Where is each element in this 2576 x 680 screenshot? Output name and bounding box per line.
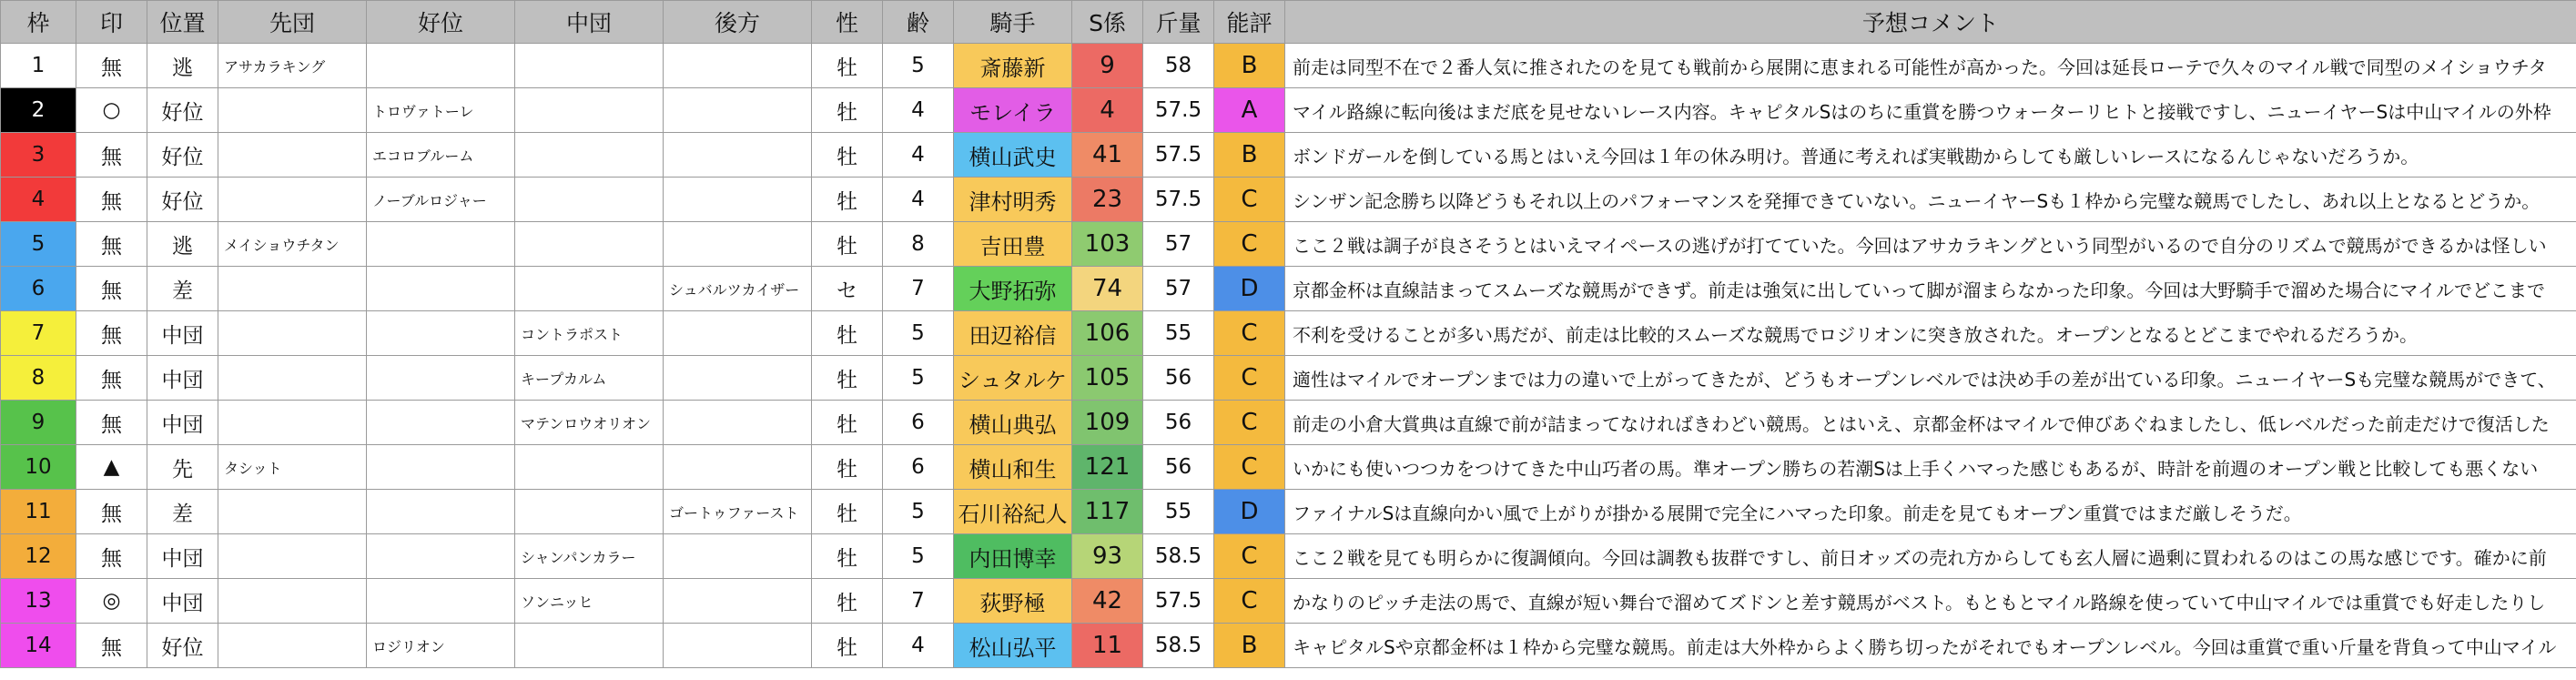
cell-jockey: 内田博幸 <box>954 534 1072 579</box>
cell-koui <box>367 490 515 534</box>
cell-sendan <box>218 401 367 445</box>
cell-mark: 無 <box>76 534 147 579</box>
cell-sex: 牡 <box>812 490 883 534</box>
cell-comment: ここ２戦を見ても明らかに復調傾向。今回は調教も抜群ですし、前日オッズの売れ方からしても玄人層に過剰に買われるのはこの馬な感じです。確かに前 <box>1285 534 2576 579</box>
cell-age: 7 <box>883 579 954 624</box>
cell-waku: 8 <box>1 356 76 401</box>
cell-sex: 牡 <box>812 44 883 88</box>
cell-age: 5 <box>883 44 954 88</box>
cell-kinryo: 56 <box>1143 401 1214 445</box>
cell-s-coefficient: 4 <box>1072 88 1143 133</box>
table-row <box>1 267 2576 311</box>
cell-waku: 5 <box>1 222 76 267</box>
cell-waku: 14 <box>1 624 76 668</box>
table-row <box>1 222 2576 267</box>
cell-chudan: コントラポスト <box>515 311 664 356</box>
cell-waku: 2 <box>1 88 76 133</box>
cell-rating: C <box>1214 534 1285 579</box>
table-row <box>1 133 2576 178</box>
cell-rating: C <box>1214 178 1285 222</box>
cell-comment: ファイナルSは直線向かい風で上がりが掛かる展開で完全にハマった印象。前走を見てもオープン重賞ではまだ厳しそうだ。 <box>1285 490 2576 534</box>
cell-s-coefficient: 106 <box>1072 311 1143 356</box>
cell-age: 6 <box>883 445 954 490</box>
cell-age: 5 <box>883 490 954 534</box>
cell-s-coefficient: 109 <box>1072 401 1143 445</box>
cell-jockey: 大野拓弥 <box>954 267 1072 311</box>
header-jockey: 騎手 <box>954 1 1072 44</box>
cell-age: 6 <box>883 401 954 445</box>
cell-sex: 牡 <box>812 356 883 401</box>
table-row <box>1 401 2576 445</box>
header-kinryo: 斤量 <box>1143 1 1214 44</box>
cell-sendan: メイショウチタン <box>218 222 367 267</box>
cell-age: 4 <box>883 624 954 668</box>
cell-rating: C <box>1214 222 1285 267</box>
cell-s-coefficient: 41 <box>1072 133 1143 178</box>
cell-koho <box>664 311 812 356</box>
cell-chudan <box>515 267 664 311</box>
cell-sendan <box>218 356 367 401</box>
cell-jockey: モレイラ <box>954 88 1072 133</box>
cell-comment: かなりのピッチ走法の馬で、直線が短い舞台で溜めてズドンと差す競馬がベスト。もともとマイル路線を使っていて中山マイルでは重賞でも好走したりし <box>1285 579 2576 624</box>
cell-position: 好位 <box>147 624 218 668</box>
cell-koui: ロジリオン <box>367 624 515 668</box>
cell-waku: 13 <box>1 579 76 624</box>
table-row <box>1 490 2576 534</box>
cell-waku: 12 <box>1 534 76 579</box>
cell-s-coefficient: 117 <box>1072 490 1143 534</box>
cell-comment: 適性はマイルでオープンまでは力の違いで上がってきたが、どうもオープンレベルでは決め手の差が出ている印象。ニューイヤーSも完璧な競馬ができて、 <box>1285 356 2576 401</box>
cell-jockey: 横山典弘 <box>954 401 1072 445</box>
cell-sex: 牡 <box>812 311 883 356</box>
cell-mark: 無 <box>76 311 147 356</box>
cell-koho <box>664 445 812 490</box>
cell-mark: 無 <box>76 624 147 668</box>
cell-koui <box>367 356 515 401</box>
table-row <box>1 356 2576 401</box>
cell-jockey: 石川裕紀人 <box>954 490 1072 534</box>
cell-s-coefficient: 23 <box>1072 178 1143 222</box>
cell-sex: 牡 <box>812 401 883 445</box>
cell-koui <box>367 267 515 311</box>
cell-koho <box>664 88 812 133</box>
cell-mark: 無 <box>76 133 147 178</box>
header-koui: 好位 <box>367 1 515 44</box>
cell-rating: D <box>1214 490 1285 534</box>
table-row <box>1 534 2576 579</box>
cell-mark: 無 <box>76 178 147 222</box>
cell-koui: ノーブルロジャー <box>367 178 515 222</box>
cell-jockey: 横山武史 <box>954 133 1072 178</box>
cell-chudan: シャンパンカラー <box>515 534 664 579</box>
cell-sex: 牡 <box>812 445 883 490</box>
cell-s-coefficient: 74 <box>1072 267 1143 311</box>
cell-chudan <box>515 490 664 534</box>
cell-jockey: 横山和生 <box>954 445 1072 490</box>
cell-mark: 無 <box>76 44 147 88</box>
cell-position: 逃 <box>147 44 218 88</box>
cell-waku: 10 <box>1 445 76 490</box>
cell-rating: C <box>1214 311 1285 356</box>
cell-comment: 不利を受けることが多い馬だが、前走は比較的スムーズな競馬でロジリオンに突き放された。オープンとなるとどこまでやれるだろうか。 <box>1285 311 2576 356</box>
cell-koui <box>367 445 515 490</box>
cell-kinryo: 57.5 <box>1143 579 1214 624</box>
cell-kinryo: 58.5 <box>1143 534 1214 579</box>
cell-kinryo: 55 <box>1143 311 1214 356</box>
cell-kinryo: 56 <box>1143 445 1214 490</box>
cell-sex: セ <box>812 267 883 311</box>
cell-age: 5 <box>883 356 954 401</box>
table-row <box>1 88 2576 133</box>
cell-rating: D <box>1214 267 1285 311</box>
cell-koho: ゴートゥファースト <box>664 490 812 534</box>
cell-waku: 4 <box>1 178 76 222</box>
cell-koho <box>664 44 812 88</box>
cell-waku: 9 <box>1 401 76 445</box>
cell-rating: B <box>1214 44 1285 88</box>
cell-kinryo: 57.5 <box>1143 178 1214 222</box>
cell-jockey: 吉田豊 <box>954 222 1072 267</box>
cell-koui <box>367 401 515 445</box>
cell-koho: シュバルツカイザー <box>664 267 812 311</box>
cell-s-coefficient: 121 <box>1072 445 1143 490</box>
cell-koui <box>367 534 515 579</box>
header-age: 齢 <box>883 1 954 44</box>
header-row <box>1 1 2576 44</box>
cell-jockey: 松山弘平 <box>954 624 1072 668</box>
cell-comment: ボンドガールを倒している馬とはいえ今回は１年の休み明け。普通に考えれば実戦勘からしても厳しいレースになるんじゃないだろうか。 <box>1285 133 2576 178</box>
cell-age: 5 <box>883 534 954 579</box>
cell-position: 中団 <box>147 356 218 401</box>
cell-waku: 1 <box>1 44 76 88</box>
cell-koho <box>664 178 812 222</box>
cell-s-coefficient: 11 <box>1072 624 1143 668</box>
header-position: 位置 <box>147 1 218 44</box>
table-row <box>1 44 2576 88</box>
cell-waku: 11 <box>1 490 76 534</box>
cell-sex: 牡 <box>812 178 883 222</box>
header-mark: 印 <box>76 1 147 44</box>
cell-position: 好位 <box>147 88 218 133</box>
header-waku: 枠 <box>1 1 76 44</box>
header-comment: 予想コメント <box>1285 1 2576 44</box>
cell-mark: 無 <box>76 490 147 534</box>
cell-chudan <box>515 88 664 133</box>
cell-position: 逃 <box>147 222 218 267</box>
cell-mark: 無 <box>76 267 147 311</box>
cell-comment: いかにも使いつつカをつけてきた中山巧者の馬。準オープン勝ちの若潮Sは上手くハマった感じもあるが、時計を前週のオープン戦と比較しても悪くない <box>1285 445 2576 490</box>
cell-koui <box>367 44 515 88</box>
cell-sendan <box>218 267 367 311</box>
cell-koui <box>367 222 515 267</box>
cell-s-coefficient: 103 <box>1072 222 1143 267</box>
cell-koui: トロヴァトーレ <box>367 88 515 133</box>
cell-sex: 牡 <box>812 534 883 579</box>
header-chudan: 中団 <box>515 1 664 44</box>
table-row <box>1 178 2576 222</box>
cell-koho <box>664 401 812 445</box>
cell-waku: 3 <box>1 133 76 178</box>
cell-comment: ここ２戦は調子が良さそうとはいえマイペースの逃げが打てていた。今回はアサカラキングという同型がいるので自分のリズムで競馬ができるかは怪しい <box>1285 222 2576 267</box>
table-body <box>1 44 2576 668</box>
cell-sex: 牡 <box>812 133 883 178</box>
table-row <box>1 311 2576 356</box>
cell-rating: C <box>1214 579 1285 624</box>
cell-jockey: 田辺裕信 <box>954 311 1072 356</box>
cell-s-coefficient: 42 <box>1072 579 1143 624</box>
cell-comment: 京都金杯は直線詰まってスムーズな競馬ができず。前走は強気に出していって脚が溜まらなかった印象。今回は大野騎手で溜めた場合にマイルでどこまで <box>1285 267 2576 311</box>
cell-koho <box>664 356 812 401</box>
cell-jockey: 斎藤新 <box>954 44 1072 88</box>
cell-age: 4 <box>883 178 954 222</box>
cell-sendan: アサカラキング <box>218 44 367 88</box>
cell-kinryo: 55 <box>1143 490 1214 534</box>
cell-s-coefficient: 105 <box>1072 356 1143 401</box>
cell-position: 中団 <box>147 579 218 624</box>
cell-sex: 牡 <box>812 624 883 668</box>
cell-sex: 牡 <box>812 88 883 133</box>
cell-sendan <box>218 579 367 624</box>
cell-position: 中団 <box>147 401 218 445</box>
cell-chudan <box>515 178 664 222</box>
cell-sendan <box>218 490 367 534</box>
cell-sendan <box>218 88 367 133</box>
table-row <box>1 624 2576 668</box>
cell-koui: エコロブルーム <box>367 133 515 178</box>
cell-position: 好位 <box>147 133 218 178</box>
cell-mark: 無 <box>76 401 147 445</box>
header-sex: 性 <box>812 1 883 44</box>
cell-jockey: 津村明秀 <box>954 178 1072 222</box>
cell-rating: C <box>1214 401 1285 445</box>
cell-mark: 無 <box>76 222 147 267</box>
cell-position: 中団 <box>147 311 218 356</box>
header-koho: 後方 <box>664 1 812 44</box>
cell-jockey: シュタルケ <box>954 356 1072 401</box>
cell-rating: C <box>1214 356 1285 401</box>
cell-mark: 無 <box>76 356 147 401</box>
cell-comment: シンザン記念勝ち以降どうもそれ以上のパフォーマンスを発揮できていない。ニューイヤーSも１枠から完璧な競馬でしたし、あれ以上となるとどうか。 <box>1285 178 2576 222</box>
cell-mark: ○ <box>76 88 147 133</box>
cell-chudan <box>515 624 664 668</box>
cell-chudan: ソンニッヒ <box>515 579 664 624</box>
cell-age: 5 <box>883 311 954 356</box>
cell-s-coefficient: 93 <box>1072 534 1143 579</box>
cell-age: 8 <box>883 222 954 267</box>
cell-waku: 6 <box>1 267 76 311</box>
cell-comment: キャピタルSや京都金杯は１枠から完璧な競馬。前走は大外枠からよく勝ち切ったがそれでもオープンレベル。今回は重賞で重い斤量を背負って中山マイル <box>1285 624 2576 668</box>
header-sendan: 先団 <box>218 1 367 44</box>
cell-chudan <box>515 133 664 178</box>
cell-kinryo: 57.5 <box>1143 88 1214 133</box>
cell-chudan <box>515 445 664 490</box>
cell-sendan <box>218 534 367 579</box>
cell-waku: 7 <box>1 311 76 356</box>
cell-kinryo: 58 <box>1143 44 1214 88</box>
cell-koho <box>664 624 812 668</box>
cell-comment: 前走は同型不在で２番人気に推されたのを見ても戦前から展開に恵まれる可能性が高かった。今回は延長ローテで久々のマイル戦で同型のメイショウチタ <box>1285 44 2576 88</box>
cell-koho <box>664 534 812 579</box>
cell-rating: C <box>1214 445 1285 490</box>
cell-sendan: タシット <box>218 445 367 490</box>
cell-kinryo: 56 <box>1143 356 1214 401</box>
cell-koho <box>664 222 812 267</box>
cell-mark: ◎ <box>76 579 147 624</box>
cell-chudan: キープカルム <box>515 356 664 401</box>
table-row <box>1 579 2576 624</box>
cell-kinryo: 57.5 <box>1143 133 1214 178</box>
cell-koho <box>664 133 812 178</box>
header-s: S係 <box>1072 1 1143 44</box>
cell-rating: B <box>1214 624 1285 668</box>
cell-koui <box>367 579 515 624</box>
table-row <box>1 445 2576 490</box>
cell-position: 中団 <box>147 534 218 579</box>
cell-kinryo: 58.5 <box>1143 624 1214 668</box>
cell-age: 4 <box>883 133 954 178</box>
cell-sex: 牡 <box>812 222 883 267</box>
cell-kinryo: 57 <box>1143 222 1214 267</box>
cell-position: 差 <box>147 267 218 311</box>
cell-age: 4 <box>883 88 954 133</box>
cell-rating: B <box>1214 133 1285 178</box>
cell-comment: 前走の小倉大賞典は直線で前が詰まってなければきわどい競馬。とはいえ、京都金杯はマイルで伸びあぐねましたし、低レベルだった前走だけで復活した <box>1285 401 2576 445</box>
cell-chudan <box>515 44 664 88</box>
cell-comment: マイル路線に転向後はまだ底を見せないレース内容。キャピタルSはのちに重賞を勝つウォーターリヒトと接戦ですし、ニューイヤーSは中山マイルの外枠 <box>1285 88 2576 133</box>
cell-rating: A <box>1214 88 1285 133</box>
cell-position: 先 <box>147 445 218 490</box>
cell-chudan <box>515 222 664 267</box>
cell-age: 7 <box>883 267 954 311</box>
cell-sendan <box>218 624 367 668</box>
cell-chudan: マテンロウオリオン <box>515 401 664 445</box>
header-rating: 能評 <box>1214 1 1285 44</box>
cell-s-coefficient: 9 <box>1072 44 1143 88</box>
cell-position: 差 <box>147 490 218 534</box>
cell-kinryo: 57 <box>1143 267 1214 311</box>
cell-jockey: 荻野極 <box>954 579 1072 624</box>
cell-position: 好位 <box>147 178 218 222</box>
cell-sex: 牡 <box>812 579 883 624</box>
cell-sendan <box>218 178 367 222</box>
cell-koho <box>664 579 812 624</box>
cell-koui <box>367 311 515 356</box>
cell-sendan <box>218 311 367 356</box>
cell-sendan <box>218 133 367 178</box>
cell-mark: ▲ <box>76 445 147 490</box>
